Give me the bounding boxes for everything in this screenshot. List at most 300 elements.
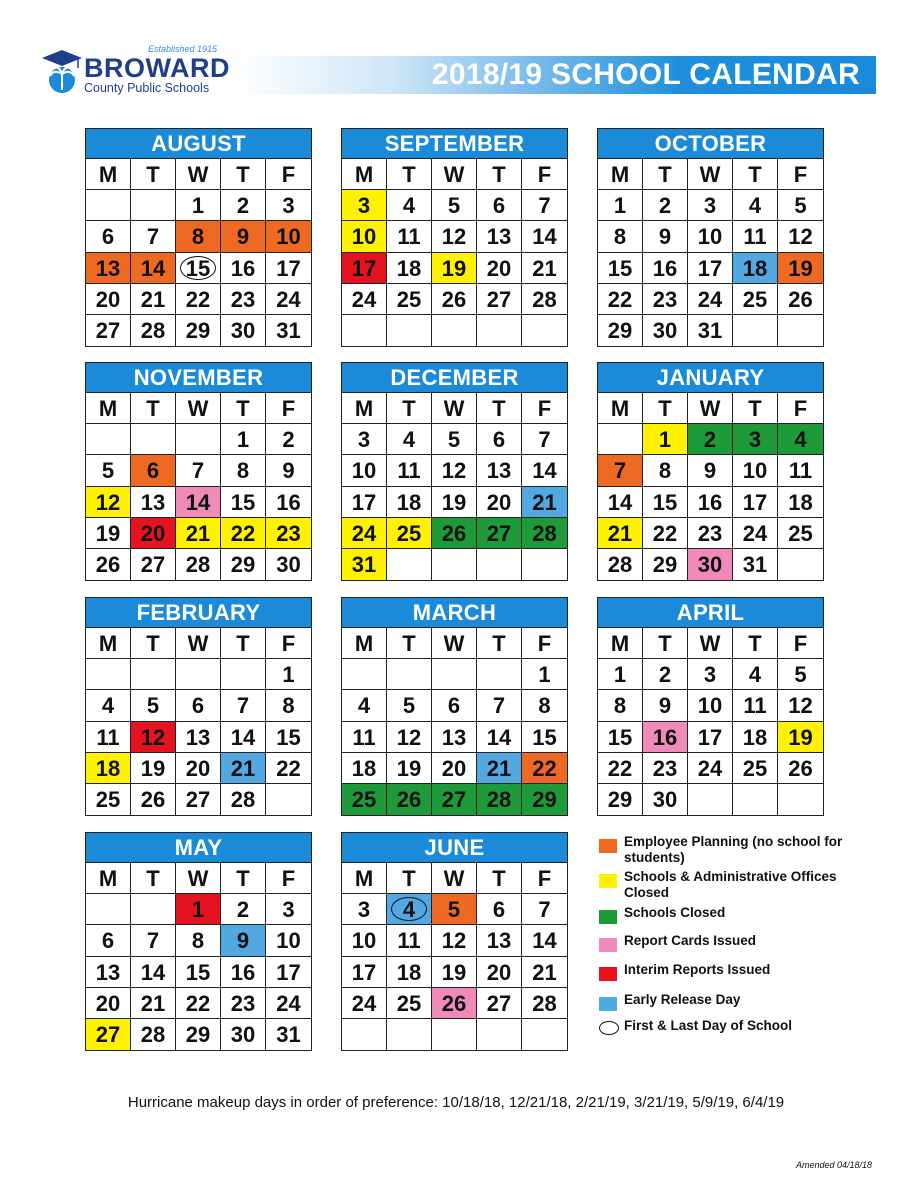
day-cell: 11 xyxy=(733,221,778,252)
empty-day-cell xyxy=(778,549,823,580)
empty-day-cell xyxy=(131,659,176,690)
month-name: FEBRUARY xyxy=(86,598,311,628)
weekday-header: F xyxy=(522,863,567,894)
day-cell: 18 xyxy=(342,753,387,784)
day-cell: 29 xyxy=(598,315,643,346)
legend-item xyxy=(597,834,854,866)
day-cell: 22 xyxy=(643,518,688,549)
day-cell: 15 xyxy=(598,722,643,753)
day-grid xyxy=(598,159,823,346)
weekday-header: F xyxy=(266,863,311,894)
day-cell: 7 xyxy=(477,690,522,721)
day-cell: 18 xyxy=(778,487,823,518)
weekday-header: F xyxy=(778,628,823,659)
day-cell: 14 xyxy=(131,253,176,284)
day-cell: 15 xyxy=(176,957,221,988)
day-cell: 28 xyxy=(522,518,567,549)
weekday-header: M xyxy=(342,159,387,190)
legend-swatch xyxy=(599,874,617,888)
day-cell: 27 xyxy=(86,315,131,346)
weekday-header: T xyxy=(387,159,432,190)
day-cell: 10 xyxy=(342,925,387,956)
empty-day-cell xyxy=(522,1019,567,1050)
day-cell: 21 xyxy=(477,753,522,784)
day-cell: 17 xyxy=(688,722,733,753)
day-cell: 15 xyxy=(221,487,266,518)
day-cell: 22 xyxy=(221,518,266,549)
day-cell: 5 xyxy=(432,190,477,221)
weekday-header: M xyxy=(342,863,387,894)
day-cell: 8 xyxy=(176,925,221,956)
weekday-header: W xyxy=(432,628,477,659)
day-cell: 31 xyxy=(276,1021,301,1047)
day-cell: 20 xyxy=(131,518,176,549)
day-cell: 18 xyxy=(86,753,131,784)
month-january xyxy=(597,362,824,581)
day-cell: 24 xyxy=(266,988,311,1019)
day-cell: 1 xyxy=(598,659,643,690)
day-cell: 1 xyxy=(522,659,567,690)
day-cell: 29 xyxy=(643,549,688,580)
day-cell: 8 xyxy=(176,221,221,252)
empty-day-cell xyxy=(176,659,221,690)
weekday-header: M xyxy=(86,159,131,190)
day-cell: 27 xyxy=(176,784,221,815)
empty-day-cell xyxy=(477,659,522,690)
weekday-header: T xyxy=(131,393,176,424)
day-cell: 23 xyxy=(266,518,311,549)
day-cell: 7 xyxy=(131,925,176,956)
day-cell: 12 xyxy=(432,925,477,956)
day-cell: 17 xyxy=(266,253,311,284)
legend-swatch xyxy=(599,997,617,1011)
day-cell: 31 xyxy=(688,315,733,346)
day-cell: 4 xyxy=(387,190,432,221)
day-cell: 10 xyxy=(266,925,311,956)
weekday-header: F xyxy=(522,159,567,190)
day-cell: 1 xyxy=(598,190,643,221)
day-cell: 26 xyxy=(432,988,477,1019)
day-cell: 26 xyxy=(432,284,477,315)
day-cell: 16 xyxy=(266,487,311,518)
weekday-header: T xyxy=(131,628,176,659)
empty-day-cell xyxy=(131,424,176,455)
day-cell: 4 xyxy=(733,659,778,690)
day-cell: 25 xyxy=(86,784,131,815)
day-cell: 23 xyxy=(643,284,688,315)
day-cell: 20 xyxy=(477,487,522,518)
day-cell: 24 xyxy=(266,284,311,315)
day-cell: 25 xyxy=(387,988,432,1019)
empty-day-cell xyxy=(778,784,823,815)
established-text: Established 1915 xyxy=(148,44,218,54)
page-title: 2018/19 SCHOOL CALENDAR xyxy=(431,58,860,91)
day-cell: 16 xyxy=(688,487,733,518)
month-august xyxy=(85,128,312,347)
empty-day-cell xyxy=(522,549,567,580)
district-name: BROWARD xyxy=(84,53,230,83)
day-cell: 16 xyxy=(643,722,688,753)
weekday-header: T xyxy=(221,393,266,424)
weekday-header: F xyxy=(522,628,567,659)
day-cell: 6 xyxy=(477,894,522,925)
weekday-header: F xyxy=(266,159,311,190)
day-cell: 3 xyxy=(342,894,387,925)
weekday-header: M xyxy=(598,628,643,659)
day-cell: 15 xyxy=(266,722,311,753)
day-cell: 4 xyxy=(733,190,778,221)
day-cell: 27 xyxy=(432,784,477,815)
day-cell: 17 xyxy=(342,253,387,284)
weekday-header: M xyxy=(86,863,131,894)
day-cell: 11 xyxy=(778,455,823,486)
empty-day-cell xyxy=(432,1019,477,1050)
legend-label: Schools Closed xyxy=(624,905,726,920)
month-name: OCTOBER xyxy=(598,129,823,159)
day-cell: 2 xyxy=(643,659,688,690)
day-cell: 23 xyxy=(221,284,266,315)
month-december xyxy=(341,362,568,581)
day-cell: 27 xyxy=(86,1019,131,1050)
empty-day-cell xyxy=(688,784,733,815)
month-june xyxy=(341,832,568,1051)
day-cell: 30 xyxy=(276,551,301,577)
day-cell: 22 xyxy=(522,753,567,784)
weekday-header: T xyxy=(477,159,522,190)
day-cell: 3 xyxy=(688,190,733,221)
day-cell: 9 xyxy=(221,221,266,252)
day-cell: 22 xyxy=(176,284,221,315)
day-cell: 3 xyxy=(733,424,778,455)
day-cell: 22 xyxy=(598,284,643,315)
month-name: AUGUST xyxy=(86,129,311,159)
weekday-header: F xyxy=(266,393,311,424)
month-name: DECEMBER xyxy=(342,363,567,393)
day-cell: 29 xyxy=(176,315,221,346)
day-cell: 23 xyxy=(688,518,733,549)
day-cell: 30 xyxy=(221,1019,266,1050)
day-cell: 27 xyxy=(131,549,176,580)
day-cell: 26 xyxy=(778,284,823,315)
day-cell: 11 xyxy=(86,722,131,753)
weekday-header: M xyxy=(86,393,131,424)
day-cell: 8 xyxy=(522,690,567,721)
day-cell: 21 xyxy=(598,518,643,549)
day-cell: 4 xyxy=(387,424,432,455)
day-cell: 19 xyxy=(432,957,477,988)
day-cell: 31 xyxy=(733,549,778,580)
day-cell: 15 xyxy=(643,487,688,518)
empty-day-cell xyxy=(131,190,176,221)
day-cell: 21 xyxy=(131,284,176,315)
day-cell: 11 xyxy=(387,925,432,956)
weekday-header: T xyxy=(387,628,432,659)
weekday-header: W xyxy=(432,863,477,894)
weekday-header: T xyxy=(221,628,266,659)
day-cell: 25 xyxy=(733,753,778,784)
day-cell: 3 xyxy=(342,424,387,455)
day-cell: 21 xyxy=(221,753,266,784)
day-cell: 25 xyxy=(387,284,432,315)
day-cell: 9 xyxy=(643,221,688,252)
day-cell: 1 xyxy=(266,659,311,690)
day-grid xyxy=(86,628,311,815)
day-cell: 26 xyxy=(131,784,176,815)
day-cell: 16 xyxy=(643,253,688,284)
day-cell: 1 xyxy=(176,894,221,925)
day-grid xyxy=(598,628,823,815)
day-cell: 7 xyxy=(598,455,643,486)
title-banner xyxy=(232,56,876,94)
day-cell: 13 xyxy=(176,722,221,753)
weekday-header: W xyxy=(176,393,221,424)
weekday-header: T xyxy=(733,159,778,190)
day-cell: 6 xyxy=(131,455,176,486)
day-cell: 27 xyxy=(477,518,522,549)
day-cell: 19 xyxy=(432,253,477,284)
weekday-header: M xyxy=(342,628,387,659)
empty-day-cell xyxy=(86,190,131,221)
weekday-header: T xyxy=(643,159,688,190)
day-cell: 6 xyxy=(176,690,221,721)
empty-day-cell xyxy=(342,659,387,690)
day-cell: 20 xyxy=(176,753,221,784)
day-cell: 6 xyxy=(432,690,477,721)
weekday-header: W xyxy=(432,159,477,190)
day-cell: 6 xyxy=(86,925,131,956)
weekday-header: W xyxy=(176,159,221,190)
legend-label: Schools & Administrative Offices Closed xyxy=(624,869,837,900)
legend-label: Employee Planning (no school for students) xyxy=(624,834,843,865)
legend-item xyxy=(597,992,854,1008)
month-name: NOVEMBER xyxy=(86,363,311,393)
day-cell: 8 xyxy=(598,690,643,721)
weekday-header: M xyxy=(342,393,387,424)
day-cell: 1 xyxy=(643,424,688,455)
day-cell: 20 xyxy=(86,284,131,315)
day-cell: 14 xyxy=(522,455,567,486)
empty-day-cell xyxy=(221,659,266,690)
legend-label: Report Cards Issued xyxy=(624,933,757,948)
hurricane-makeup-note: Hurricane makeup days in order of preference: 10/18/18, 12/21/18, 2/21/19, 3/21/19, 5/9/19, 6/4/19 xyxy=(127,1094,785,1111)
day-cell: 3 xyxy=(342,190,387,221)
legend-item xyxy=(597,933,854,949)
day-cell: 5 xyxy=(432,894,477,925)
day-grid xyxy=(342,863,567,1050)
day-cell: 29 xyxy=(522,784,567,815)
day-cell: 19 xyxy=(387,753,432,784)
empty-day-cell xyxy=(86,424,131,455)
weekday-header: F xyxy=(522,393,567,424)
weekday-header: T xyxy=(733,393,778,424)
legend-swatch xyxy=(599,910,617,924)
day-cell: 20 xyxy=(432,753,477,784)
day-cell: 13 xyxy=(477,925,522,956)
day-cell: 5 xyxy=(387,690,432,721)
day-grid xyxy=(598,393,823,580)
day-cell: 20 xyxy=(477,957,522,988)
weekday-header: T xyxy=(643,393,688,424)
empty-day-cell xyxy=(387,315,432,346)
day-cell: 11 xyxy=(733,690,778,721)
day-cell: 17 xyxy=(342,957,387,988)
day-cell: 10 xyxy=(688,690,733,721)
day-cell: 18 xyxy=(387,957,432,988)
empty-day-cell xyxy=(522,315,567,346)
empty-day-cell xyxy=(86,894,131,925)
day-cell: 13 xyxy=(477,455,522,486)
empty-day-cell xyxy=(176,424,221,455)
day-cell: 18 xyxy=(387,487,432,518)
weekday-header: W xyxy=(432,393,477,424)
day-cell: 13 xyxy=(477,221,522,252)
day-cell: 31 xyxy=(276,317,301,343)
day-cell: 30 xyxy=(643,315,688,346)
month-april xyxy=(597,597,824,816)
day-cell: 12 xyxy=(86,487,131,518)
day-cell: 8 xyxy=(266,690,311,721)
day-cell: 19 xyxy=(131,753,176,784)
day-cell: 29 xyxy=(598,784,643,815)
day-cell: 18 xyxy=(733,253,778,284)
day-cell: 29 xyxy=(176,1019,221,1050)
day-cell: 14 xyxy=(131,957,176,988)
day-cell: 27 xyxy=(477,988,522,1019)
day-cell: 28 xyxy=(522,988,567,1019)
legend-item xyxy=(597,1018,854,1034)
day-cell: 12 xyxy=(387,722,432,753)
weekday-header: T xyxy=(477,393,522,424)
day-cell: 8 xyxy=(643,455,688,486)
day-cell: 20 xyxy=(477,253,522,284)
day-cell: 21 xyxy=(522,487,567,518)
day-cell: 17 xyxy=(688,253,733,284)
day-cell: 10 xyxy=(266,221,311,252)
weekday-header: T xyxy=(221,863,266,894)
day-cell: 14 xyxy=(176,487,221,518)
day-cell: 4 xyxy=(778,424,823,455)
day-cell: 10 xyxy=(733,455,778,486)
weekday-header: W xyxy=(688,159,733,190)
legend-swatch xyxy=(599,1021,619,1035)
weekday-header: W xyxy=(176,628,221,659)
day-cell: 24 xyxy=(342,988,387,1019)
day-cell: 19 xyxy=(86,518,131,549)
day-cell: 13 xyxy=(131,487,176,518)
day-cell: 16 xyxy=(221,957,266,988)
day-cell: 17 xyxy=(266,957,311,988)
day-cell: 5 xyxy=(131,690,176,721)
day-cell: 10 xyxy=(688,221,733,252)
legend-swatch xyxy=(599,967,617,981)
month-name: SEPTEMBER xyxy=(342,129,567,159)
weekday-header: W xyxy=(688,393,733,424)
weekday-header: T xyxy=(387,863,432,894)
month-name: JANUARY xyxy=(598,363,823,393)
weekday-header: F xyxy=(778,159,823,190)
month-march xyxy=(341,597,568,816)
day-grid xyxy=(342,159,567,346)
day-cell: 3 xyxy=(266,190,311,221)
day-cell: 18 xyxy=(387,253,432,284)
day-cell: 4 xyxy=(86,690,131,721)
legend-swatch xyxy=(599,938,617,952)
empty-day-cell xyxy=(387,549,432,580)
day-cell: 5 xyxy=(86,455,131,486)
weekday-header: T xyxy=(643,628,688,659)
graduation-cap-palm-icon xyxy=(40,46,84,96)
day-cell: 13 xyxy=(432,722,477,753)
day-cell: 11 xyxy=(387,455,432,486)
day-cell: 19 xyxy=(778,722,823,753)
month-october xyxy=(597,128,824,347)
day-cell: 17 xyxy=(733,487,778,518)
day-cell: 28 xyxy=(598,549,643,580)
day-cell: 20 xyxy=(86,988,131,1019)
day-cell: 26 xyxy=(86,549,131,580)
weekday-header: M xyxy=(598,393,643,424)
day-cell: 7 xyxy=(176,455,221,486)
day-cell: 28 xyxy=(176,549,221,580)
day-cell: 17 xyxy=(342,487,387,518)
day-cell: 31 xyxy=(342,549,387,580)
month-name: APRIL xyxy=(598,598,823,628)
day-cell: 2 xyxy=(266,424,311,455)
day-cell: 21 xyxy=(522,253,567,284)
day-cell: 6 xyxy=(86,221,131,252)
month-may xyxy=(85,832,312,1051)
weekday-header: T xyxy=(733,628,778,659)
legend-swatch xyxy=(599,839,617,853)
day-cell: 15 xyxy=(598,253,643,284)
empty-day-cell xyxy=(733,784,778,815)
empty-day-cell xyxy=(477,549,522,580)
empty-day-cell xyxy=(266,784,311,815)
empty-day-cell xyxy=(432,549,477,580)
day-grid xyxy=(86,393,311,580)
day-cell: 13 xyxy=(86,957,131,988)
day-cell: 2 xyxy=(221,190,266,221)
day-cell: 25 xyxy=(342,784,387,815)
day-cell: 12 xyxy=(432,455,477,486)
day-cell: 10 xyxy=(342,455,387,486)
day-cell: 27 xyxy=(477,284,522,315)
month-november xyxy=(85,362,312,581)
day-cell: 7 xyxy=(522,894,567,925)
day-cell: 24 xyxy=(342,518,387,549)
day-cell: 21 xyxy=(176,518,221,549)
day-cell: 25 xyxy=(778,518,823,549)
empty-day-cell xyxy=(477,1019,522,1050)
day-grid xyxy=(86,159,311,346)
day-cell: 24 xyxy=(688,753,733,784)
day-cell: 14 xyxy=(522,925,567,956)
day-cell: 7 xyxy=(522,190,567,221)
day-cell: 29 xyxy=(221,549,266,580)
legend-label: First & Last Day of School xyxy=(624,1018,793,1033)
day-cell: 2 xyxy=(643,190,688,221)
day-grid xyxy=(86,863,311,1050)
day-cell: 14 xyxy=(221,722,266,753)
day-cell: 14 xyxy=(598,487,643,518)
day-cell: 24 xyxy=(688,284,733,315)
empty-day-cell xyxy=(432,315,477,346)
weekday-header: F xyxy=(778,393,823,424)
day-cell: 26 xyxy=(778,753,823,784)
day-cell: 21 xyxy=(522,957,567,988)
day-cell: 30 xyxy=(643,784,688,815)
empty-day-cell xyxy=(387,659,432,690)
